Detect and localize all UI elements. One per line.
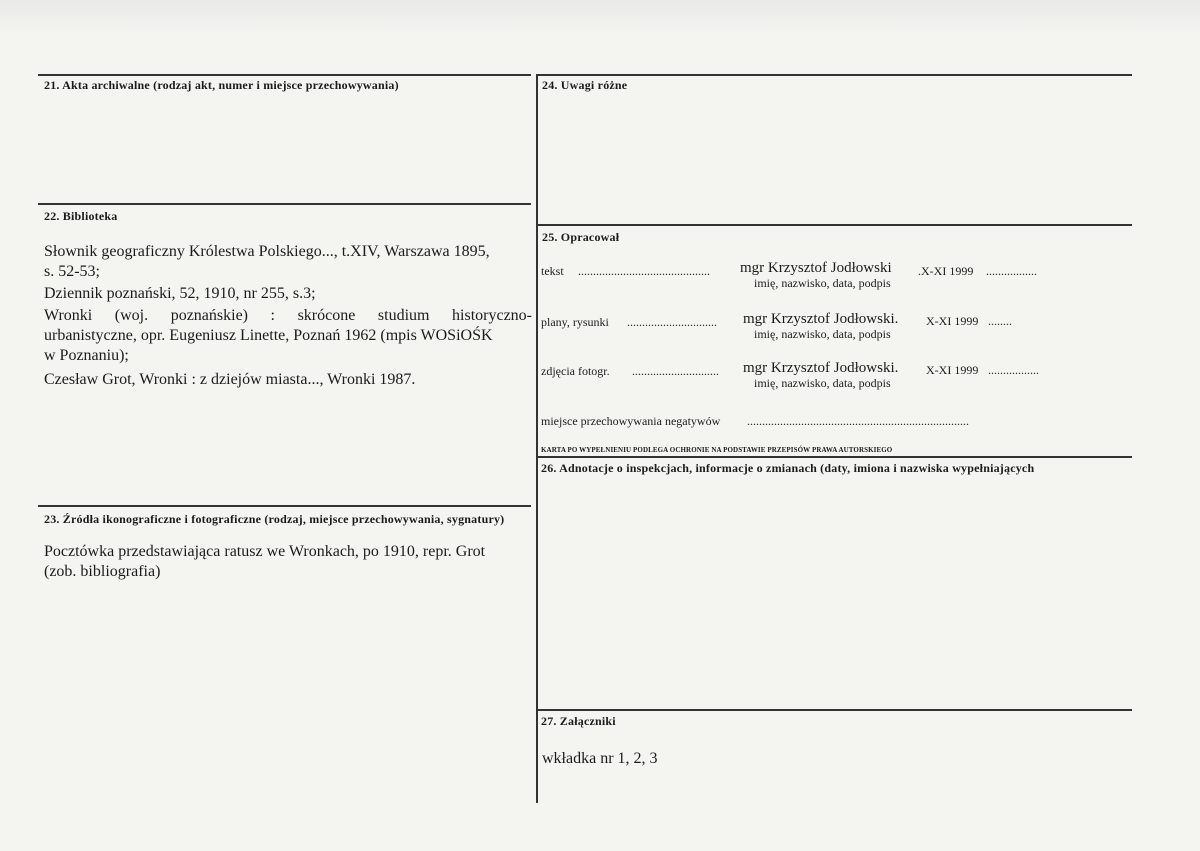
- row-dots: ..............................: [627, 315, 717, 329]
- row-label-text: tekst: [541, 264, 564, 278]
- bib-line: Słownik geograficzny Królestwa Polskiego..., t.XIV, Warszawa 1895,: [44, 243, 490, 260]
- rule-section-27: [538, 709, 1132, 711]
- row-label-plans: plany, rysunki: [541, 315, 609, 329]
- section-21-header: 21. Akta archiwalne (rodzaj akt, numer i miejsce przechowywania): [44, 78, 399, 92]
- section-22-bibliography: [44, 242, 532, 390]
- negatives-label: miejsce przechowywania negatywów: [541, 414, 721, 428]
- negatives-dots: ..........................................................................: [747, 414, 969, 428]
- section-26-header: 26. Adnotacje o inspekcjach, informacje o zmianach (daty, imiona i nazwiska wypełniających: [541, 461, 1035, 475]
- section-22-header: 22. Biblioteka: [44, 209, 118, 223]
- field-caption: imię, nazwisko, data, podpis: [754, 327, 891, 341]
- attachments-text: wkładka nr 1, 2, 3: [542, 750, 658, 767]
- author-name: mgr Krzysztof Jodłowski: [740, 260, 892, 276]
- rule-section-22: [38, 203, 531, 205]
- rule-section-26: [538, 456, 1132, 458]
- rule-top-right: [538, 74, 1132, 76]
- column-divider: [536, 74, 538, 803]
- row-dots: .................: [986, 264, 1037, 278]
- author-date: X-XI 1999: [926, 363, 979, 377]
- bib-line: s. 52-53;: [44, 263, 100, 280]
- bib-line: Wronki (woj. poznańskie) : skrócone studium historyczno-: [44, 307, 532, 324]
- section-23-sources: [44, 542, 532, 582]
- source-line: (zob. bibliografia): [44, 563, 161, 580]
- section-24-header: 24. Uwagi różne: [542, 78, 628, 92]
- rule-section-23: [38, 505, 531, 507]
- author-name: mgr Krzysztof Jodłowski.: [743, 360, 899, 376]
- section-27-header: 27. Załączniki: [541, 714, 616, 728]
- row-dots: .............................: [632, 364, 719, 378]
- row-dots: ........: [988, 314, 1012, 328]
- author-name: mgr Krzysztof Jodłowski.: [743, 311, 899, 327]
- bib-line: w Poznaniu);: [44, 347, 129, 364]
- row-dots: .................: [988, 363, 1039, 377]
- author-date: X-XI 1999: [926, 314, 979, 328]
- bib-line: Czesław Grot, Wronki : z dziejów miasta..., Wronki 1987.: [44, 371, 416, 388]
- section-25-header: 25. Opracował: [542, 230, 620, 244]
- author-date: .X-XI 1999: [918, 264, 974, 278]
- bib-line: Dziennik poznański, 52, 1910, nr 255, s.3;: [44, 285, 316, 302]
- rule-section-25: [538, 224, 1132, 226]
- bib-line: urbanistyczne, opr. Eugeniusz Linette, Poznań 1962 (mpis WOSiOŚK: [44, 327, 493, 344]
- row-label-photos: zdjęcia fotogr.: [541, 364, 610, 378]
- source-line: Pocztówka przedstawiająca ratusz we Wronkach, po 1910, repr. Grot: [44, 543, 486, 560]
- copyright-note: KARTA PO WYPEŁNIENIU PODLEGA OCHRONIE NA PODSTAWIE PRZEPISÓW PRAWA AUTORSKIEGO: [541, 446, 893, 454]
- scan-edge-shadow: [0, 0, 1200, 34]
- field-caption: imię, nazwisko, data, podpis: [754, 376, 891, 390]
- field-caption: imię, nazwisko, data, podpis: [754, 276, 891, 290]
- row-dots: ............................................: [578, 264, 710, 278]
- rule-top-left: [38, 74, 531, 76]
- section-23-header: 23. Źródła ikonograficzne i fotograficzne (rodzaj, miejsce przechowywania, sygnatury): [44, 512, 505, 526]
